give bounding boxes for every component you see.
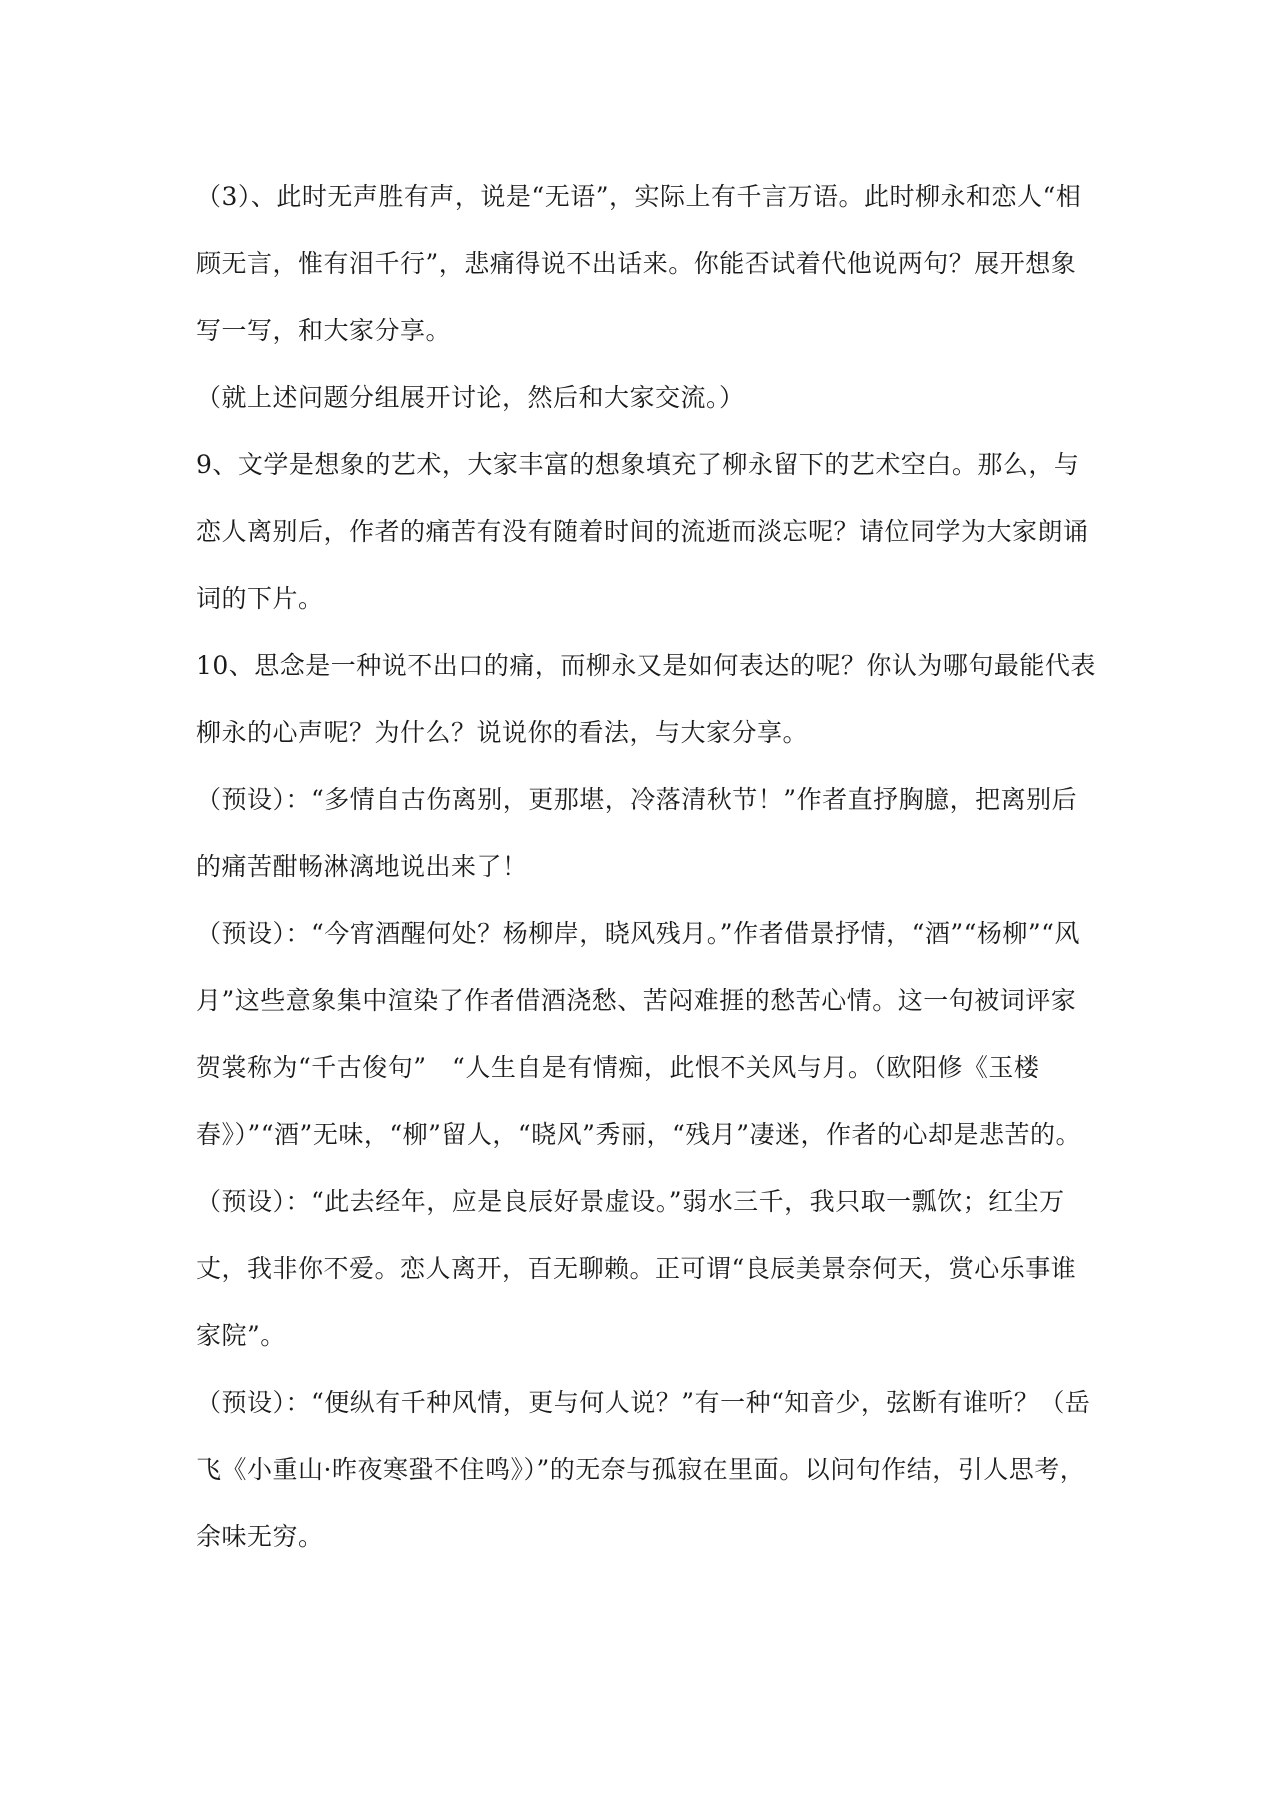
paragraph-preset-4: （预设）：“便纵有千种风情，更与何人说？”有一种“知音少，弦断有谁听？（岳飞《小重山·昨夜寒蛩不住鸣》）”的无奈与孤寂在里面。以问句作结，引人思考，余味无穷。	[196, 1388, 1091, 1551]
paragraph-preset-1: （预设）：“多情自古伤离别，更那堪，冷落清秋节！”作者直抒胸臆，把离别后的痛苦酣畅淋漓地说出来了！	[196, 785, 1078, 881]
paragraph-preset-2: （预设）：“今宵酒醒何处？杨柳岸，晓风残月。”作者借景抒情，“酒”“杨柳”“风月”这些意象集中渲染了作者借酒浇愁、苦闷难捱的愁苦心情。这一句被词评家贺裳称为“千古俊句” “人生自是有情痴，此恨不关风与月。（欧阳修《玉楼春》）”“酒”无味，“柳”留人，“晓风”秀丽，“残月”凄迷，作者的心却是悲苦的。	[196, 919, 1082, 1149]
paragraph-discussion-note: （就上述问题分组展开讨论，然后和大家交流。）	[196, 383, 745, 412]
paragraph-item-9: 9、文学是想象的艺术，大家丰富的想象填充了柳永留下的艺术空白。那么，与恋人离别后，作者的痛苦有没有随着时间的流逝而淡忘呢？请位同学为大家朗诵词的下片。	[196, 450, 1089, 613]
paragraph-item-10: 10、思念是一种说不出口的痛，而柳永又是如何表达的呢？你认为哪句最能代表柳永的心声呢？为什么？说说你的看法，与大家分享。	[196, 651, 1096, 747]
paragraph-preset-3: （预设）：“此去经年，应是良辰好景虚设。”弱水三千，我只取一瓢饮；红尘万丈，我非你不爱。恋人离开，百无聊赖。正可谓“良辰美景奈何天，赏心乐事谁家院”。	[196, 1187, 1077, 1350]
document-page	[196, 163, 1096, 1570]
paragraph-question-3: （3）、此时无声胜有声，说是“无语”，实际上有千言万语。此时柳永和恋人“相顾无言，惟有泪千行”，悲痛得说不出话来。你能否试着代他说两句？展开想象写一写，和大家分享。	[196, 182, 1082, 345]
